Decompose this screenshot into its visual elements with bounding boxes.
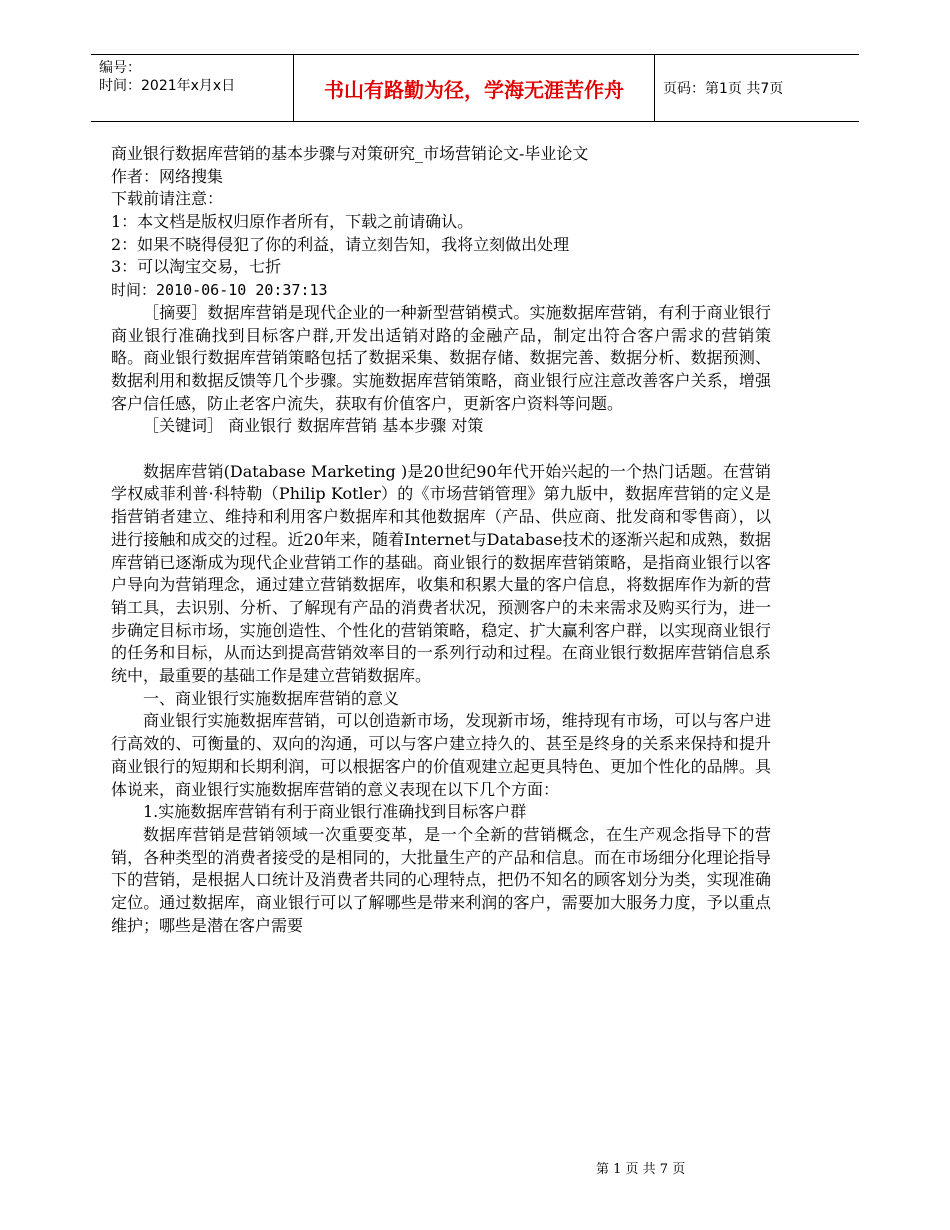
keywords-line: ［关键词］ 商业银行 数据库营销 基本步骤 对策 bbox=[143, 416, 484, 436]
notice-heading: 下载前请注意： bbox=[111, 189, 224, 209]
header-page-info: 页码：第1页 共7页 bbox=[655, 55, 860, 122]
section-1-heading: 一、商业银行实施数据库营销的意义 bbox=[143, 688, 400, 708]
subsection-1-heading: 1.实施数据库营销有利于商业银行准确找到目标客户群 bbox=[143, 802, 527, 822]
header-motto: 书山有路勤为径，学海无涯苦作舟 bbox=[294, 55, 655, 122]
publish-time: 时间：2010-06-10 20:37:13 bbox=[111, 281, 328, 300]
doc-time-label: 时间：2021年x月x日 bbox=[99, 78, 236, 94]
section-1-paragraph: 商业银行实施数据库营销，可以创造新市场，发现新市场，维持现有市场，可以与客户进行高效的、可衡量的、双向的沟通，可以与客户建立持久的、甚至是终身的关系来保持和提升商业银行的短期和长期利润，可以根据客户的价值观建立起更具特色、更加个性化的品牌。具体说来，商业银行实施数据库营销的意义表现在以下几个方面： bbox=[111, 711, 771, 799]
notice-item-1: 1：本文档是版权归原作者所有，下载之前请确认。 bbox=[111, 212, 474, 232]
doc-title: 商业银行数据库营销的基本步骤与对策研究_市场营销论文-毕业论文 bbox=[111, 144, 589, 163]
footer-page-number: 第 1 页 共 7 页 bbox=[596, 1162, 686, 1177]
doc-author: 作者：网络搜集 bbox=[111, 166, 224, 186]
subsection-1-paragraph: 数据库营销是营销领域一次重要变革，是一个全新的营销概念，在生产观念指导下的营销，各种类型的消费者接受的是相同的，大批量生产的产品和信息。而在市场细分化理论指导下的营销，是根据人口统计及消费者共同的心理特点，把仍不知名的顾客划分为类，实现准确定位。通过数据库，商业银行可以了解哪些是带来利润的客户，需要加大服务力度，予以重点维护；哪些是潜在客户需要 bbox=[111, 824, 771, 935]
notice-item-2: 2：如果不晓得侵犯了你的利益，请立刻告知，我将立刻做出处理 bbox=[111, 234, 570, 254]
header-meta bbox=[91, 55, 294, 122]
doc-number-label: 编号： bbox=[99, 60, 141, 76]
intro-paragraph: 数据库营销(Database Marketing )是20世纪90年代开始兴起的一个热门话题。在营销学权威菲利普·科特勒（Philip Kotler）的《市场营销管理》第九版中，数据库营销的定义是指营销者建立、维持和利用客户数据库和其他数据库（产品、供应商、批发商和零售商），以进行接触和成交的过程。近20年来，随着Internet与Database技术的逐渐兴起和成熟，数据库营销已逐渐成为现代企业营销工作的基础。商业银行的数据库营销策略，是指商业银行以客户导向为营销理念，通过建立营销数据库，收集和积累大量的客户信息，将数据库作为新的营销工具，去识别、分析、了解现有产品的消费者状况，预测客户的未来需求及购买行为，进一步确定目标市场，实施创造性、个性化的营销策略，稳定、扩大赢利客户群，以实现商业银行的任务和目标，从而达到提高营销效率目的一系列行动和过程。在商业银行数据库营销信息系统中，最重要的基础工作是建立营销数据库。 bbox=[111, 461, 771, 686]
blank-line bbox=[111, 438, 771, 461]
abstract-paragraph: ［摘要］数据库营销是现代企业的一种新型营销模式。实施数据库营销，有利于商业银行商业银行准确找到目标客户群,开发出适销对路的金融产品，制定出符合客户需求的营销策略。商业银行数据库营销策略包括了数据采集、数据存储、数据完善、数据分析、数据预测、数据利用和数据反馈等几个步骤。实施数据库营销策略，商业银行应注意改善客户关系，增强客户信任感，防止老客户流失，获取有价值客户，更新客户资料等问题。 bbox=[111, 302, 771, 413]
document-body bbox=[111, 143, 771, 937]
header-table bbox=[91, 54, 859, 122]
notice-item-3: 3：可以淘宝交易，七折 bbox=[111, 257, 282, 277]
